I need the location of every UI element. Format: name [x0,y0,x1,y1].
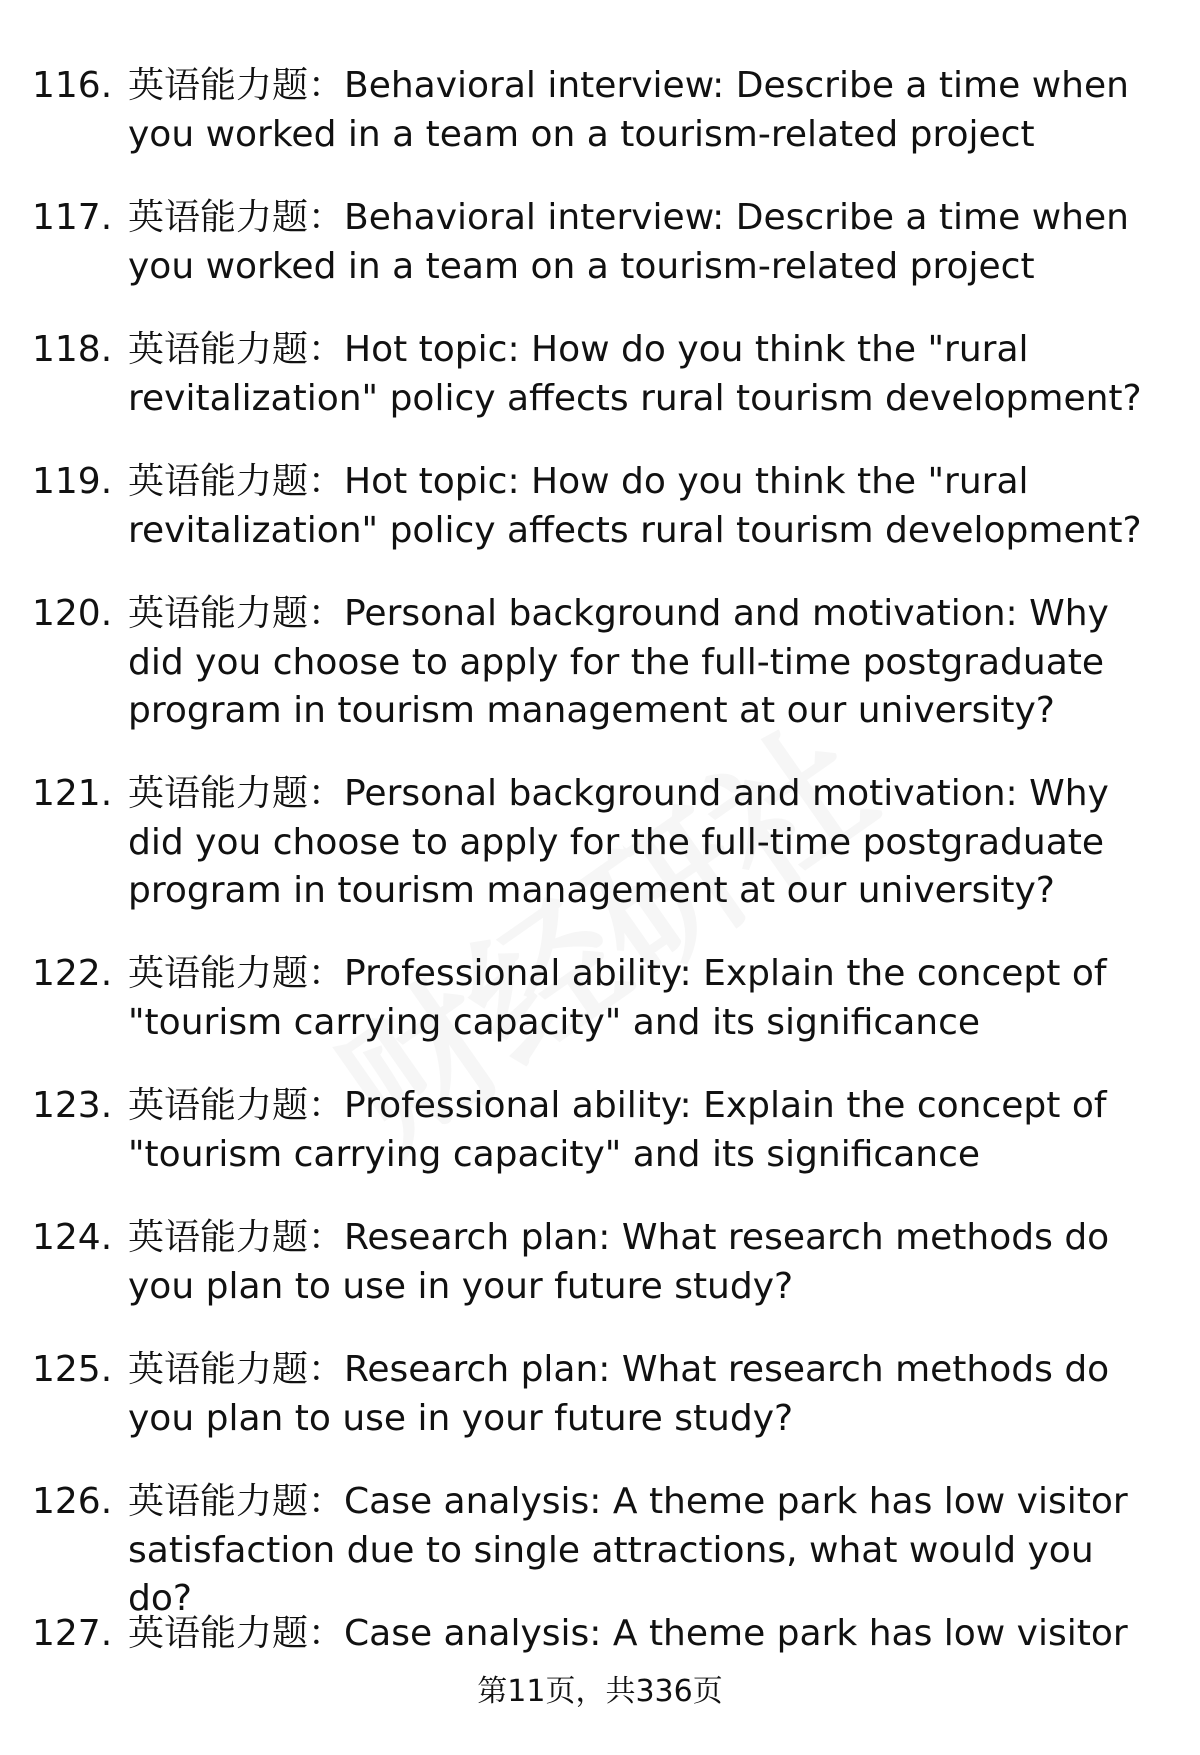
item-text: 英语能力题：Hot topic: How do you think the "rural revitalization" policy affects rural tourism development? [128,329,1142,419]
item-text: 英语能力题：Personal background and motivation: Why did you choose to apply for the full-time postgraduate program in tourism management at our university? [128,593,1109,731]
item-number: 122. [32,953,113,994]
page-footer: 第11页，共336页 [477,1674,723,1709]
item-text: 英语能力题：Personal background and motivation: Why did you choose to apply for the full-time postgraduate program in tourism management at our university? [128,773,1109,911]
item-number: 117. [32,197,113,238]
item-number: 126. [32,1481,113,1522]
item-text: 英语能力题：Professional ability: Explain the concept of "tourism carrying capacity" and its significance [128,1085,1107,1175]
item-number: 120. [32,593,113,634]
item-number: 123. [32,1085,113,1126]
item-number: 127. [32,1613,113,1654]
item-number: 119. [32,461,113,502]
item-text: 英语能力题：Behavioral interview: Describe a time when you worked in a team on a tourism-related project [128,65,1129,155]
item-text: 英语能力题：Case analysis: A theme park has low visitor satisfaction due to single attractions, what would you do? [128,1481,1128,1619]
item-number: 116. [32,65,113,106]
item-text: 英语能力题：Research plan: What research methods do you plan to use in your future study? [128,1349,1110,1439]
item-text: 英语能力题：Case analysis: A theme park has low visitor [128,1613,1128,1654]
item-text: 英语能力题：Professional ability: Explain the concept of "tourism carrying capacity" and its significance [128,953,1107,1043]
item-number: 118. [32,329,113,370]
item-text: 英语能力题：Research plan: What research methods do you plan to use in your future study? [128,1217,1110,1307]
item-text: 英语能力题：Hot topic: How do you think the "rural revitalization" policy affects rural tourism development? [128,461,1142,551]
item-number: 125. [32,1349,113,1390]
item-number: 121. [32,773,113,814]
item-text: 英语能力题：Behavioral interview: Describe a time when you worked in a team on a tourism-related project [128,197,1129,287]
item-number: 124. [32,1217,113,1258]
